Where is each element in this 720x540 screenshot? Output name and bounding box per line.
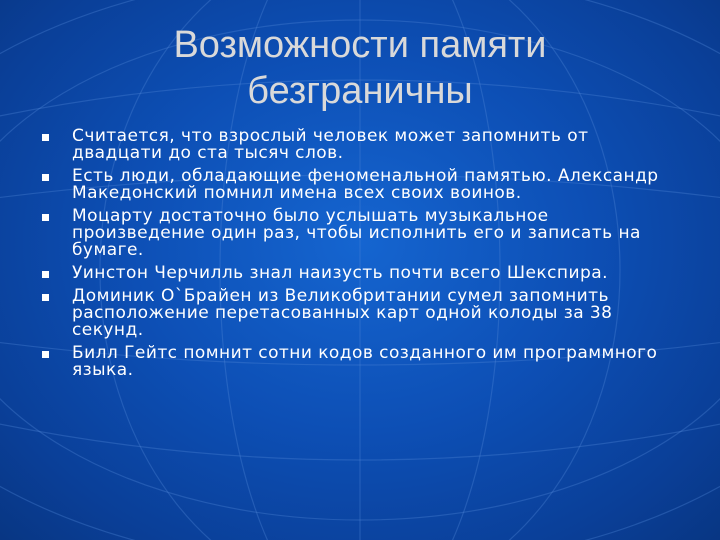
square-bullet-icon <box>42 214 49 221</box>
bullet-text: Моцарту достаточно было услышать музыкальное произведение один раз, чтобы исполнить его и записать на бумаге. <box>72 206 641 260</box>
bullet-item <box>40 345 680 379</box>
bullet-text: Билл Гейтс помнит сотни кодов созданного им программного языка. <box>72 343 658 380</box>
slide-title-line-1: Возможности памяти <box>173 24 547 66</box>
bullet-item <box>40 208 680 259</box>
bullet-text: Есть люди, обладающие феноменальной памятью. Александр Македонский помнил имена всех своих воинов. <box>72 166 659 203</box>
square-bullet-icon <box>42 294 49 301</box>
square-bullet-icon <box>42 174 49 181</box>
bullet-item <box>40 168 680 202</box>
bullet-item <box>40 288 680 339</box>
square-bullet-icon <box>42 134 49 141</box>
bullet-list <box>40 128 680 385</box>
bullet-text: Уинстон Черчилль знал наизусть почти всего Шекспира. <box>72 263 608 283</box>
bullet-item <box>40 128 680 162</box>
bullet-text: Считается, что взрослый человек может запомнить от двадцати до ста тысяч слов. <box>72 126 589 163</box>
square-bullet-icon <box>42 271 49 278</box>
square-bullet-icon <box>42 351 49 358</box>
bullet-item <box>40 265 680 282</box>
slide-title-line-2: безграничны <box>247 70 473 112</box>
slide-title <box>100 22 620 114</box>
bullet-text: Доминик О`Брайен из Великобритании сумел запомнить расположение перетасованных карт одной колоды за 38 секунд. <box>72 286 613 340</box>
